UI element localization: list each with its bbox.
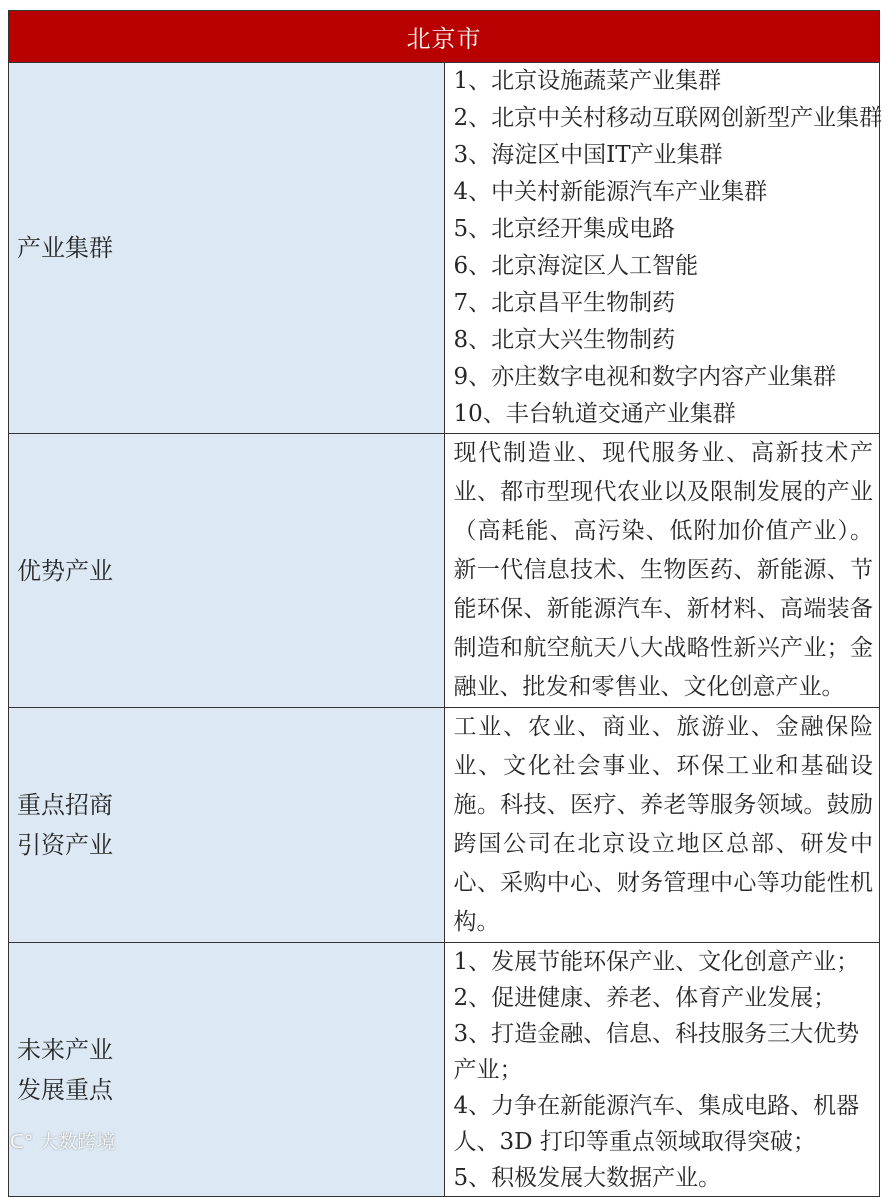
list-item: 5、北京经开集成电路: [453, 216, 676, 242]
list-item: 5、积极发展大数据产业。: [453, 1164, 722, 1191]
label-line: 引资产业: [17, 831, 113, 859]
row-label: [9, 708, 445, 943]
investment-industries-text: 工业、农业、商业、旅游业、金融保险业、文化社会事业、环保工业和基础设施。科技、医疗、养老等服务领域。鼓励跨国公司在北京设立地区总部、研发中心、采购中心、财务管理中心等功能性机构。: [444, 708, 880, 943]
beijing-industry-table: [8, 10, 883, 1197]
list-item: 10、丰台轨道交通产业集群: [453, 401, 736, 427]
list-item: 2、促进健康、养老、体育产业发展；: [453, 984, 837, 1011]
list-item: 7、北京昌平生物制药: [453, 290, 676, 316]
list-item: 9、亦庄数字电视和数字内容产业集群: [453, 364, 837, 390]
watermark-logo: ᑕ° 大数跨境: [10, 1131, 116, 1153]
table-title: 北京市: [9, 11, 880, 63]
future-focus-list: [444, 943, 880, 1197]
row-label: [9, 943, 445, 1197]
table-row: [9, 943, 880, 1197]
row-label: 产业集群: [9, 63, 445, 434]
row-label: 优势产业: [9, 434, 445, 708]
label-line: 重点招商: [17, 791, 113, 819]
list-item: 1、发展节能环保产业、文化创意产业；: [453, 948, 860, 975]
list-item: 3、海淀区中国IT产业集群: [453, 142, 723, 168]
list-item: 8、北京大兴生物制药: [453, 327, 676, 353]
table-row: [9, 63, 880, 434]
list-item: 4、力争在新能源汽车、集成电路、机器人、3D 打印等重点领域取得突破；: [453, 1092, 860, 1155]
table-row: [9, 434, 880, 708]
list-item: 3、打造金融、信息、科技服务三大优势产业；: [453, 1020, 860, 1083]
watermark-text: 大数跨境: [39, 1131, 116, 1153]
list-item: 6、北京海淀区人工智能: [453, 253, 699, 279]
industry-cluster-list: [444, 63, 883, 434]
list-item: 1、北京设施蔬菜产业集群: [453, 68, 722, 94]
list-item: 2、北京中关村移动互联网创新型产业集群: [453, 105, 883, 131]
list-item: 4、中关村新能源汽车产业集群: [453, 179, 768, 205]
advantage-industries-text: 现代制造业、现代服务业、高新技术产业、都市型现代农业以及限制发展的产业（高耗能、高污染、低附加价值产业）。新一代信息技术、生物医药、新能源、节能环保、新能源汽车、新材料、高端装备制造和航空航天八大战略性新兴产业；金融业、批发和零售业、文化创意产业。: [444, 434, 880, 708]
label-line: 发展重点: [17, 1075, 113, 1104]
table-row: [9, 708, 880, 943]
label-line: 未来产业: [17, 1035, 113, 1064]
